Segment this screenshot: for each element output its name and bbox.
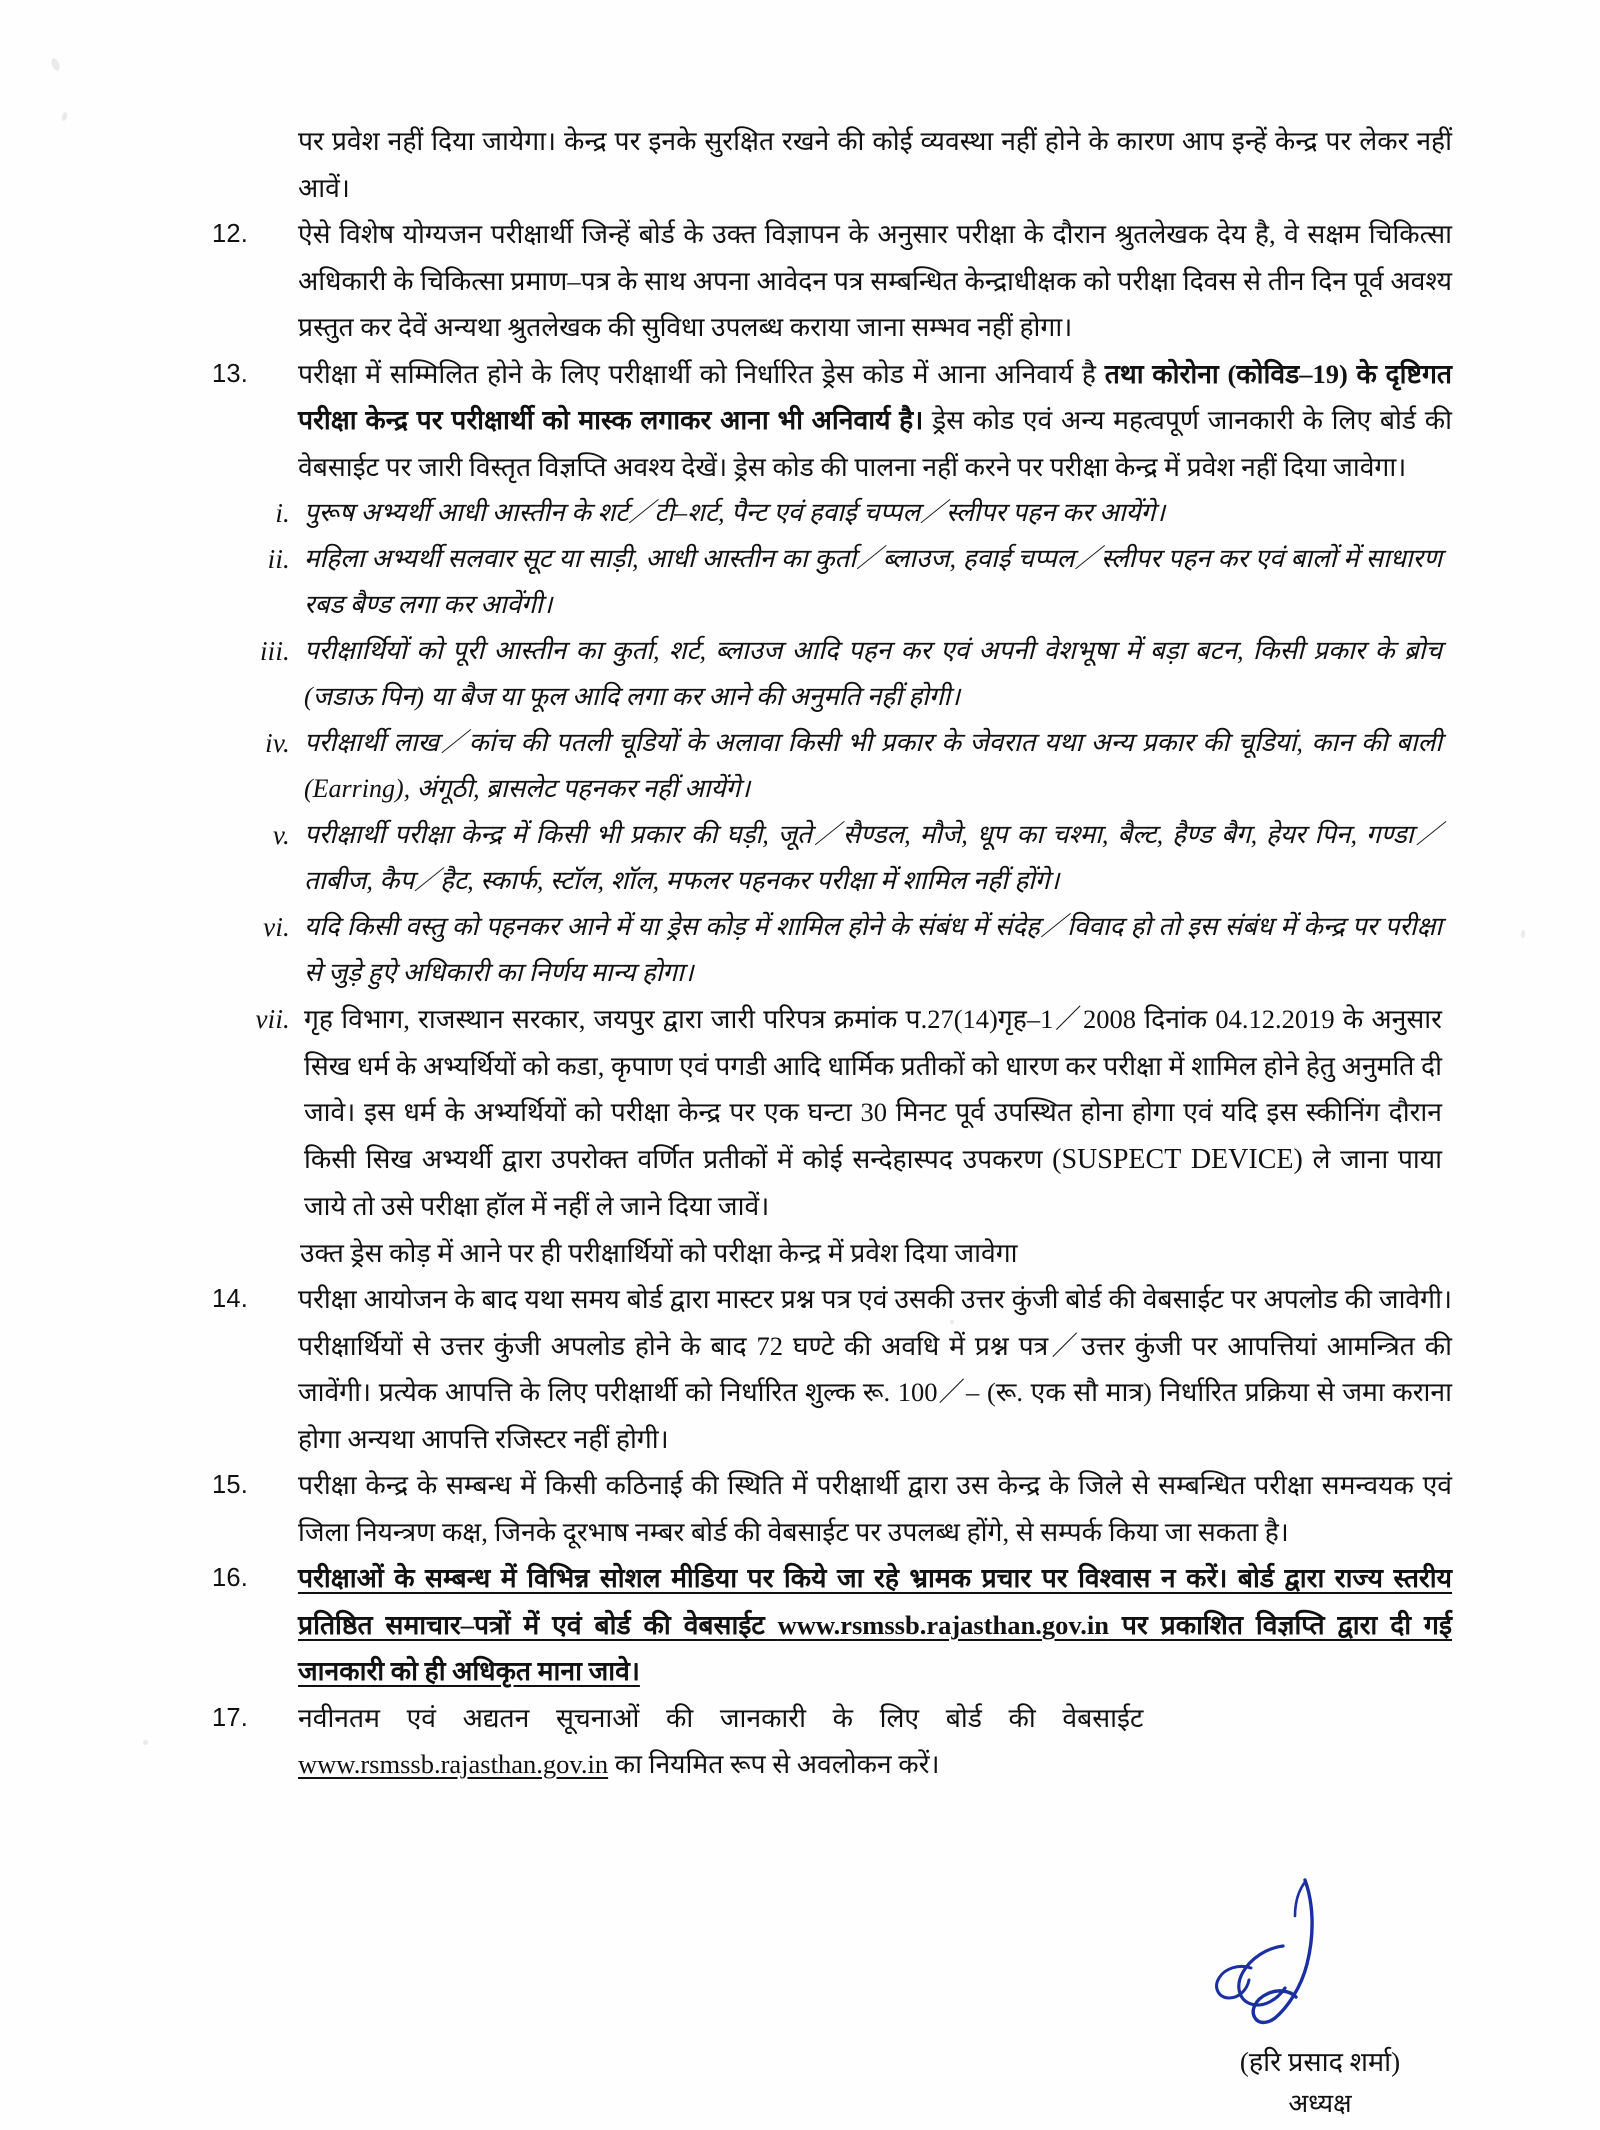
sub-list-text	[304, 996, 1600, 1230]
list-text: परीक्षा केन्द्र के सम्बन्ध में किसी कठिनाई की स्थिति में परीक्षार्थी द्वारा उस केन्द्र के जिले से सम्बन्धित परीक्षा समन्वयक एवं जिला नियन्त्रण कक्ष, जिनके दूरभाष नम्बर बोर्ड की वेबसाईट पर उपलब्ध होंगे, से सम्पर्क किया जा सकता है।	[298, 1470, 1452, 1547]
signatory-name: (हरि प्रसाद शर्मा)	[1239, 2047, 1401, 2077]
item17-part1: नवीनतम एवं अद्यतन सूचनाओं की जानकारी के लिए बोर्ड की वेबसाईट	[298, 1702, 1144, 1733]
sub-list-number: ii.	[267, 544, 290, 574]
item13-part1: परीक्षा में सम्मिलित होने के लिए परीक्षार्थी को निर्धारित ड्रेस कोड में आना अनिवार्य है	[298, 358, 1105, 389]
list-item-15	[0, 1462, 1600, 1555]
board-website-url[interactable]: www.rsmssb.rajasthan.gov.in	[777, 1609, 1109, 1640]
sub-item-iii	[0, 628, 1600, 720]
sub-list-number: vi.	[263, 912, 290, 942]
list-text	[298, 1695, 1600, 1788]
list-item-17	[0, 1695, 1600, 1788]
list-item-12	[0, 211, 1600, 351]
list-item-16	[0, 1555, 1600, 1695]
list-text: परीक्षा आयोजन के बाद यथा समय बोर्ड द्वारा मास्टर प्रश्न पत्र एवं उसकी उत्तर कुंजी बोर्ड की वेबसाईट पर अपलोड की जावेगी। परीक्षार्थियों से उत्तर कुंजी अपलोड होने के बाद 72 घण्टे की अवधि में प्रश्न पत्र／उत्तर कुंजी पर आपत्तियां आमन्त्रित की जावेंगी। प्रत्येक आपत्ति के लिए परीक्षार्थी को निर्धारित शुल्क रू. 100／– (रू. एक सौ मात्र) निर्धारित प्रक्रिया से जमा कराना होगा अन्यथा आपत्ति रजिस्टर नहीं होगी।	[298, 1284, 1452, 1454]
sub-list-text: यदि किसी वस्तु को पहनकर आने में या ड्रेस कोड़ में शामिल होने के संबंध में संदेह／विवाद हो तो इस संबंध में केन्द्र पर परीक्षा से जुड़े हुऐ अधिकारी का निर्णय मान्य होगा।	[304, 912, 1442, 987]
sub-vii-part2: ले जाना पाया जाये तो उसे परीक्षा हॉल में नहीं ले जाने दिया जावें।	[304, 1143, 1442, 1221]
sub-list-text: परीक्षार्थियों को पूरी आस्तीन का कुर्ता, शर्ट, ब्लाउज आदि पहन कर एवं अपनी वेशभूषा में बड़ा बटन, किसी प्रकार के ब्रोच (जडाऊ पिन) या बैज या फूल आदि लगा कर आने की अनुमति नहीं होगी।	[304, 636, 1442, 711]
list-number: 12.	[212, 220, 249, 248]
list-number: 16.	[212, 1564, 249, 1592]
sub-list-number: v.	[272, 820, 290, 850]
sub-list-number: i.	[275, 498, 290, 528]
item16-part2: पर प्रकाशित विज्ञप्ति द्वारा दी गई जानकारी को ही अधिकृत माना जावे।	[298, 1609, 1452, 1686]
sub-item-iv	[0, 720, 1600, 812]
signatory-designation: अध्यक्ष	[1288, 2089, 1352, 2118]
sub-iv-part2: , अंगूठी, ब्रासलेट पहनकर नहीं आयेंगे।	[403, 774, 751, 803]
continued-paragraph: पर प्रवेश नहीं दिया जायेगा। केन्द्र पर इनके सुरक्षित रखने की कोई व्यवस्था नहीं होने के कारण आप इन्हें केन्द्र पर लेकर नहीं आवें।	[298, 126, 1452, 203]
sub-item-ii	[0, 536, 1600, 628]
sub-list-number: vii.	[255, 1004, 290, 1034]
sub-list-text: महिला अभ्यर्थी सलवार सूट या साड़ी, आधी आस्तीन का कुर्ता／ब्लाउज, हवाई चप्पल／स्लीपर पहन कर एवं बालों में साधारण रबड बैण्ड लगा कर आवेंगी।	[304, 544, 1442, 619]
item16-part1: परीक्षाओं के सम्बन्ध में विभिन्न सोशल मीडिया पर किये जा रहे भ्रामक प्रचार पर विश्वास न करें। बोर्ड द्वारा राज्य स्तरीय प्रतिष्ठित समाचार–पत्रों में एवं बोर्ड की वेबसाईट	[298, 1563, 1452, 1640]
list-item-13	[0, 351, 1600, 491]
list-number: 14.	[212, 1285, 249, 1313]
list-text: ऐसे विशेष योग्यजन परीक्षार्थी जिन्हें बोर्ड के उक्त विज्ञापन के अनुसार परीक्षा के दौरान श्रुतलेखक देय है, वे सक्षम चिकित्सा अधिकारी के चिकित्सा प्रमाण–पत्र के साथ अपना आवेदन पत्र सम्बन्धित केन्द्राधीक्षक को परीक्षा दिवस से तीन दिन पूर्व अवश्य प्रस्तुत कर देवें अन्यथा श्रुतलेखक की सुविधा उपलब्ध कराया जाना सम्भव नहीं होगा।	[298, 219, 1452, 342]
sub-iv-part1: परीक्षार्थी लाख／कांच की पतली चूडियों के अलावा किसी भी प्रकार के जेवरात यथा अन्य प्रकार की चूडियां, कान की बाली	[304, 728, 1442, 757]
sub-vii-suspect-device-term: (SUSPECT DEVICE)	[1052, 1143, 1303, 1175]
item13-bold-covid: तथा कोरोना (कोविड–19) के दृष्टिगत परीक्षा केन्द्र पर परीक्षार्थी को मास्क लगाकर आना भी अनिवार्य है।	[298, 358, 1452, 435]
list-text	[298, 1555, 1600, 1695]
board-website-url[interactable]: www.rsmssb.rajasthan.gov.in	[298, 1749, 609, 1779]
dress-code-entry-note: उक्त ड्रेस कोड़ में आने पर ही परीक्षार्थियों को परीक्षा केन्द्र में प्रवेश दिया जावेगा	[300, 1237, 1018, 1268]
sub-list-number: iii.	[259, 636, 290, 666]
sub-iv-earring-term: (Earring)	[304, 774, 404, 803]
list-number: 17.	[212, 1703, 249, 1732]
sub-item-i	[0, 490, 1600, 536]
sub-item-vii	[0, 996, 1600, 1230]
handwritten-signature	[1155, 1872, 1385, 2042]
item17-part2: का नियमित रूप से अवलोकन करें।	[608, 1749, 940, 1779]
list-number: 15.	[212, 1471, 249, 1499]
sub-vii-part1: गृह विभाग, राजस्थान सरकार, जयपुर द्वारा जारी परिपत्र क्रमांक प.27(14)गृह–1／2008 दिनांक 04.12.2019 के अनुसार सिख धर्म के अभ्यर्थियों को कडा, कृपाण एवं पगडी आदि धार्मिक प्रतीकों को धारण कर परीक्षा में शामिल होने हेतु अनुमति दी जावे। इस धर्म के अभ्यर्थियों को परीक्षा केन्द्र पर एक घन्टा 30 मिनट पूर्व उपस्थित होना होगा एवं यदि इस स्कीनिंग दौरान किसी सिख अभ्यर्थी द्वारा उपरोक्त वर्णित प्रतीकों में कोई सन्देहास्पद उपकरण	[304, 1004, 1442, 1174]
list-text	[298, 351, 1600, 491]
item13-part2: ड्रेस कोड एवं अन्य महत्वपूर्ण जानकारी के लिए बोर्ड की वेबसाईट पर जारी विस्तृत विज्ञप्ति अवश्य देखें। ड्रेस कोड की पालना नहीं करने पर परीक्षा केन्द्र में प्रवेश नहीं दिया जावेगा।	[298, 405, 1452, 482]
sub-list-number: iv.	[265, 728, 290, 758]
sub-list-text: पुरूष अभ्यर्थी आधी आस्तीन के शर्ट／टी–शर्ट, पैन्ट एवं हवाई चप्पल／स्लीपर पहन कर आयेंगे।	[304, 498, 1166, 527]
list-item-14	[0, 1276, 1600, 1462]
list-number: 13.	[212, 359, 249, 388]
sub-list-text: परीक्षार्थी परीक्षा केन्द्र में किसी भी प्रकार की घड़ी, जूते／सैण्डल, मौजे, धूप का चश्मा, बैल्ट, हैण्ड बैग, हेयर पिन, गण्डा／ताबीज, कैप／हैट, स्कार्फ, स्टॉल, शॉल, मफलर पहनकर परीक्षा में शामिल नहीं होंगे।	[304, 820, 1442, 895]
sub-item-v	[0, 812, 1600, 904]
sub-list-text	[304, 720, 1600, 812]
sub-item-vi	[0, 904, 1600, 996]
